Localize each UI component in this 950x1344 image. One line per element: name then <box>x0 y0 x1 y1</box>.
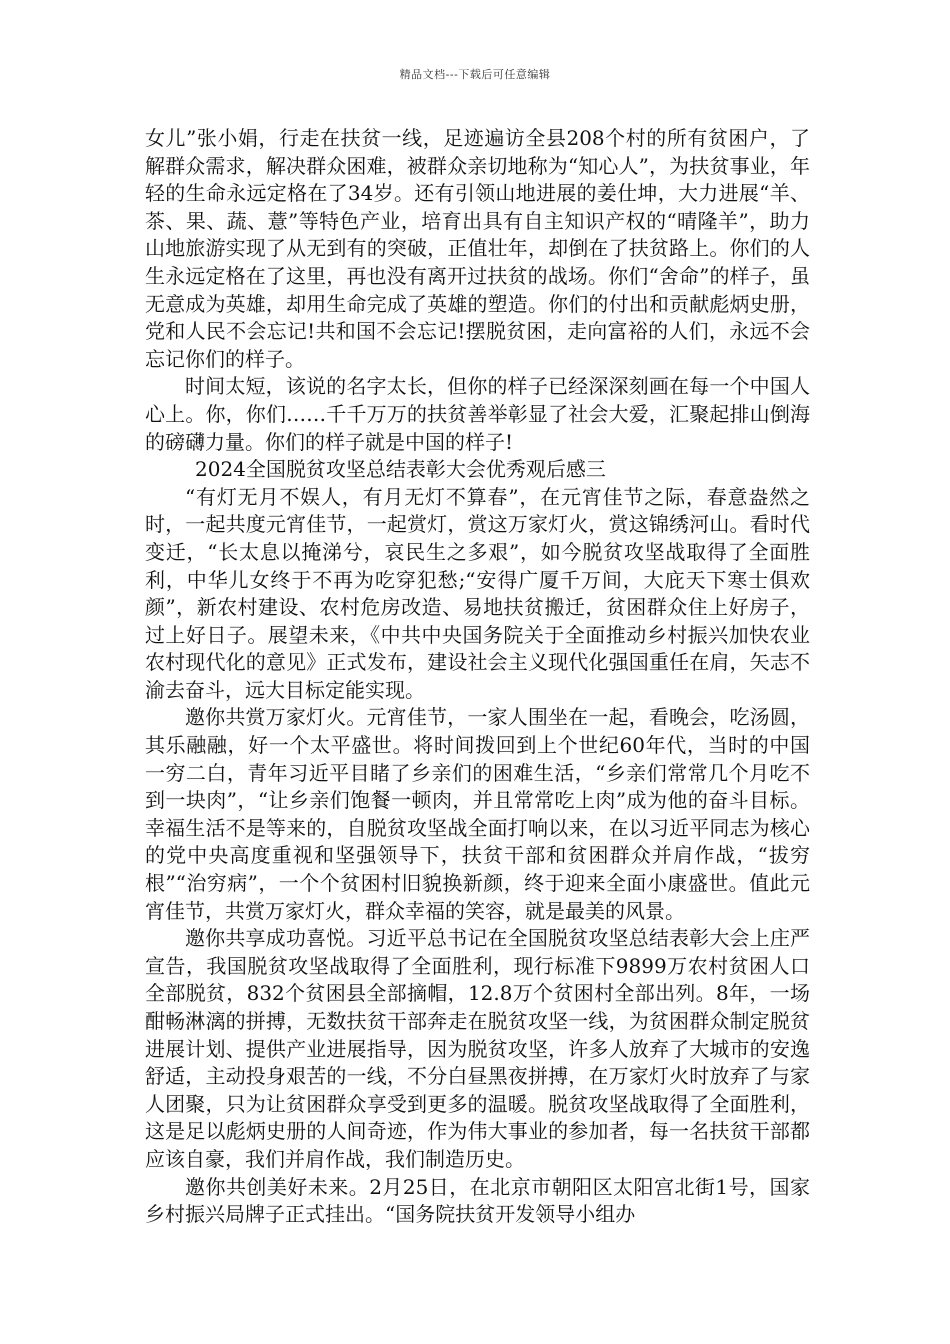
paragraph: 邀你共赏万家灯火。元宵佳节，一家人围坐在一起，看晚会，吃汤圆，其乐融融，好一个太平盛世。将时间拨回到上个世纪60年代，当时的中国一穷二白，青年习近平目睹了乡亲们的困难生活，“乡亲们常常几个月吃不到一块肉”，“让乡亲们饱餐一顿肉，并且常常吃上肉”成为他的奋斗目标。幸福生活不是等来的，自脱贫攻坚战全面打响以来，在以习近平同志为核心的党中央高度重视和坚强领导下，扶贫干部和贫困群众并肩作战，“拔穷根”“治穷病”，一个个贫困村旧貌换新颜，终于迎来全面小康盛世。值此元宵佳节，共赏万家灯火，群众幸福的笑容，就是最美的风景。 <box>145 705 810 923</box>
paragraph: 邀你共创美好未来。2月25日，在北京市朝阳区太阳宫北街1号，国家乡村振兴局牌子正式挂出。“国务院扶贫开发领导小组办 <box>145 1174 810 1227</box>
page-header: 精品文档---下载后可任意编辑 <box>399 68 551 81</box>
document-body <box>145 125 810 1229</box>
section-heading: 2024全国脱贫攻坚总结表彰大会优秀观后感三 <box>195 457 606 482</box>
paragraph: 邀你共享成功喜悦。习近平总书记在全国脱贫攻坚总结表彰大会上庄严宣告，我国脱贫攻坚战取得了全面胜利，现行标准下9899万农村贫困人口全部脱贫，832个贫困县全部摘帽，12.8万个贫困村全部出列。8年，一场酣畅淋漓的拼搏，无数扶贫干部奔走在脱贫攻坚一线，为贫困群众制定脱贫进展计划、提供产业进展指导，因为脱贫攻坚，许多人放弃了大城市的安逸舒适，主动投身艰苦的一线，不分白昼黑夜拼搏，在万家灯火时放弃了与家人团聚，只为让贫困群众享受到更多的温暖。脱贫攻坚战取得了全面胜利，这是足以彪炳史册的人间奇迹，作为伟大事业的参加者，每一名扶贫干部都应该自豪，我们并肩作战，我们制造历史。 <box>145 926 810 1171</box>
paragraph: 时间太短，该说的名字太长，但你的样子已经深深刻画在每一个中国人心上。你，你们……千千万万的扶贫善举彰显了社会大爱，汇聚起排山倒海的磅礴力量。你们的样子就是中国的样子! <box>145 374 810 454</box>
paragraph: 女儿”张小娟，行走在扶贫一线，足迹遍访全县208个村的所有贫困户，了解群众需求，解决群众困难，被群众亲切地称为“知心人”，为扶贫事业，年轻的生命永远定格在了34岁。还有引领山地进展的姜仕坤，大力进展“羊、茶、果、蔬、薏”等特色产业，培育出具有自主知识产权的“晴隆羊”，助力山地旅游实现了从无到有的突破，正值壮年，却倒在了扶贫路上。你们的人生永远定格在了这里，再也没有离开过扶贫的战场。你们“舍命”的样子，虽无意成为英雄，却用生命完成了英雄的塑造。你们的付出和贡献彪炳史册，党和人民不会忘记!共和国不会忘记!摆脱贫困，走向富裕的人们，永远不会忘记你们的样子。 <box>145 126 810 371</box>
paragraph: “有灯无月不娱人，有月无灯不算春”，在元宵佳节之际，春意盎然之时，一起共度元宵佳节，一起赏灯，赏这万家灯火，赏这锦绣河山。看时代变迁，“长太息以掩涕兮，哀民生之多艰”，如今脱贫攻坚战取得了全面胜利，中华儿女终于不再为吃穿犯愁;“安得广厦千万间，大庇天下寒士俱欢颜”，新农村建设、农村危房改造、易地扶贫搬迁，贫困群众住上好房子，过上好日子。展望未来，《中共中央国务院关于全面推动乡村振兴加快农业农村现代化的意见》正式发布，建设社会主义现代化强国重任在肩，矢志不渝去奋斗，远大目标定能实现。 <box>145 484 810 702</box>
